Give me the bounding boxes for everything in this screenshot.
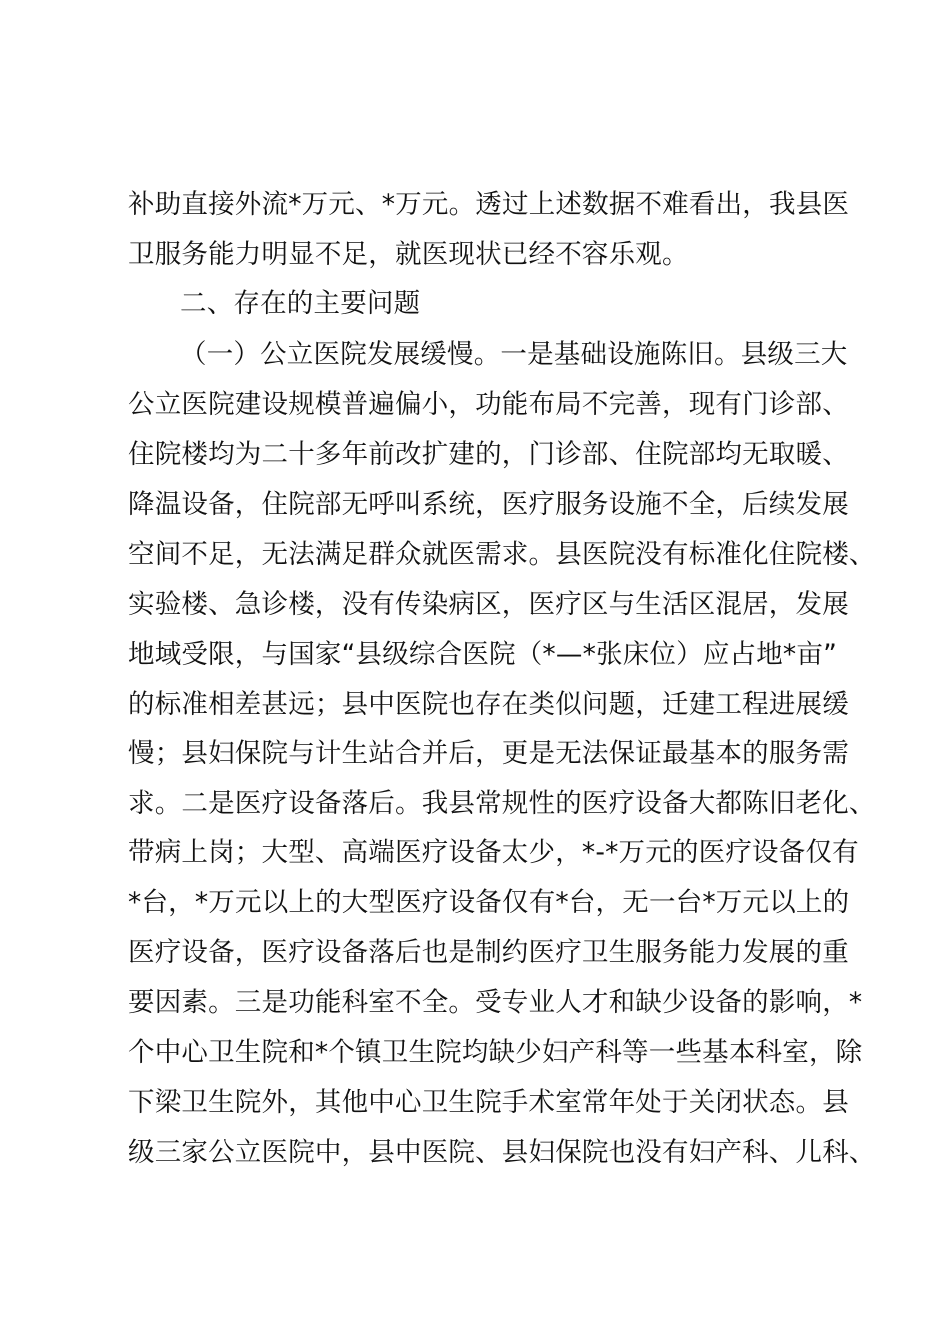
paragraph-line-11: 的标准相差甚远；县中医院也存在类似问题，迁建工程进展缓 <box>128 689 849 720</box>
paragraph-line-19: 下梁卫生院外，其他中心卫生院手术室常年处于关闭状态。县 <box>128 1087 849 1118</box>
paragraph-line-5: 公立医院建设规模普遍偏小，功能布局不完善，现有门诊部、 <box>128 389 849 420</box>
paragraph-line-14: 带病上岗；大型、高端医疗设备太少，*-*万元的医疗设备仅有 <box>128 837 859 868</box>
paragraph-line-7: 降温设备，住院部无呼叫系统，医疗服务设施不全，后续发展 <box>128 489 849 520</box>
paragraph-line-8: 空间不足，无法满足群众就医需求。县医院没有标准化住院楼、 <box>128 539 876 570</box>
paragraph-line-2: 卫服务能力明显不足，就医现状已经不容乐观。 <box>128 239 689 270</box>
paragraph-line-17: 要因素。三是功能科室不全。受专业人才和缺少设备的影响，* <box>128 987 863 1018</box>
paragraph-line-18: 个中心卫生院和*个镇卫生院均缺少妇产科等一些基本科室，除 <box>128 1037 863 1068</box>
paragraph-line-1: 补助直接外流*万元、*万元。透过上述数据不难看出，我县医 <box>128 189 850 220</box>
paragraph-line-15: *台，*万元以上的大型医疗设备仅有*台，无一台*万元以上的 <box>128 887 850 918</box>
paragraph-line-13: 求。二是医疗设备落后。我县常规性的医疗设备大都陈旧老化、 <box>128 788 876 819</box>
section-heading: 二、存在的主要问题 <box>180 288 421 319</box>
paragraph-line-9: 实验楼、急诊楼，没有传染病区，医疗区与生活区混居，发展 <box>128 589 849 620</box>
paragraph-line-12: 慢；县妇保院与计生站合并后，更是无法保证最基本的服务需 <box>128 738 849 769</box>
paragraph-line-6: 住院楼均为二十多年前改扩建的，门诊部、住院部均无取暖、 <box>128 439 849 470</box>
paragraph-line-16: 医疗设备，医疗设备落后也是制约医疗卫生服务能力发展的重 <box>128 937 849 968</box>
subsection-heading-line: （一）公立医院发展缓慢。一是基础设施陈旧。县级三大 <box>180 339 848 370</box>
paragraph-line-10: 地域受限，与国家“县级综合医院（*—*张床位）应占地*亩” <box>128 639 838 670</box>
paragraph-line-20: 级三家公立医院中，县中医院、县妇保院也没有妇产科、儿科、 <box>128 1137 876 1168</box>
